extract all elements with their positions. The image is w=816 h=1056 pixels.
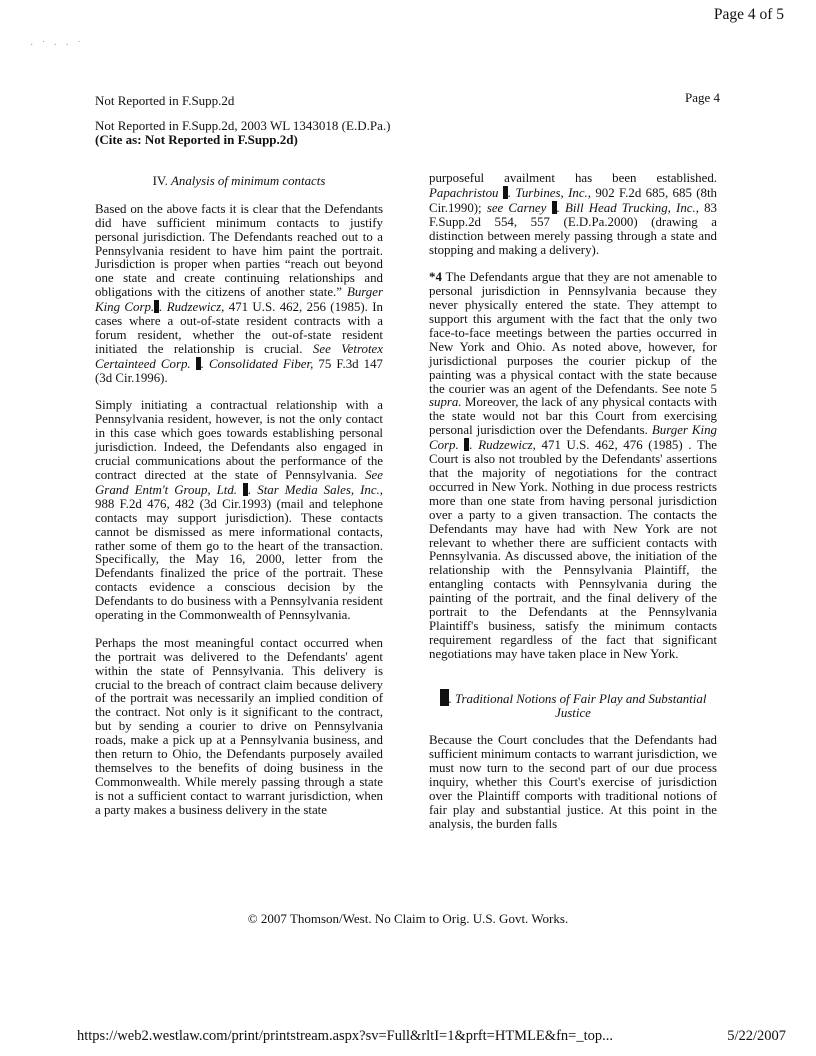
left-column (95, 175, 383, 832)
case-link[interactable]: . Consolidated Fiber, (200, 356, 314, 371)
paragraph: Based on the above facts it is clear that the Defendants did have sufficient minimum contacts to justify personal jurisdiction. The Defendants reached out to a Pennsylvania resident to have him paint the portrait. Jurisdiction is proper when parties “reach out beyond one state and create continuing relationships and obligations with the citizens of another state.” Burger King Corp. . Rudzewicz, 471 U.S. 462, 256 (1985). In cases where a out-of-state resident contracts with a forum resident, whether the out-of-state resident initiated the relationship is crucial. See Vetrotex Certainteed Corp. . Consolidated Fiber, 75 F.3d 147 (3d Cir.1996). (95, 201, 384, 385)
page-label: Page 4 (684, 90, 720, 105)
copyright-footer: © 2007 Thomson/West. No Claim to Orig. U.S. Govt. Works. (247, 911, 569, 926)
case-link[interactable]: Papachristou (429, 185, 499, 200)
paragraph: Simply initiating a contractual relationship with a Pennsylvania resident, however, is not the only contact in this case which goes towards establishing personal jurisdiction. Indeed, the Defendants also engaged in crucial communications about the performance of the contract directed at the state of Pennsylvania. See Grand Entm't Group, Ltd. . Star Media Sales, Inc., 988 F.2d 476, 482 (3d Cir.1993) (mail and telephone contacts may support jurisdiction). These contacts cannot be dismissed as mere informational contacts, rather some of them go to the heart of the transaction. Specifically, the May 16, 2000, letter from the Defendants finalized the price of the portrait. These contacts evidence a conscious decision by the Defendants to do business with a Pennsylvania resident operating in the Commonwealth of Pennsylvania. (95, 398, 383, 623)
case-link[interactable]: See Grand Entm't Group, Ltd. (95, 468, 383, 497)
right-column (429, 172, 717, 846)
section-flag-icon[interactable] (440, 689, 449, 706)
case-link[interactable]: See Vetrotex Certainteed Corp. (95, 341, 383, 371)
print-url: https://web2.westlaw.com/print/printstream.aspx?sv=Full&rltI=1&prft=HTMLE&fn=_top... (77, 1028, 613, 1044)
cite-as-line: (Cite as: Not Reported in F.Supp.2d) (95, 132, 298, 147)
scan-specks: · ˙ · · ˙ (30, 40, 84, 51)
section-heading-iv: IV. Analysis of minimum contacts (152, 174, 326, 188)
case-link[interactable]: . Star Media Sales, Inc., (248, 482, 383, 497)
paragraph: Because the Court concludes that the Defendants had sufficient minimum contacts to warrant jurisdiction, we must now turn to the second part of our due process inquiry, whether this Court's exercise of jurisdiction over the Plaintiff comports with traditional notions of fair play and substantial justice. At this point in the analysis, the burden falls (429, 733, 717, 831)
case-link[interactable]: see Carney (486, 200, 547, 215)
case-link[interactable]: . Rudzewicz, (159, 300, 225, 315)
case-link[interactable]: . Rudzewicz, (469, 438, 536, 453)
paragraph: *4 The Defendants argue that they are not amenable to personal jurisdiction in Pennsylvania because they never physically entered the state. They attempt to support this argument with the fact that the only two face-to-face meetings between the parties occurred in New York and Ohio. As noted above, however, for jurisdictional purposes the courier pickup of the painting was a physical contact with the state because the courier was an agent of the Defendants. See note 5 supra. Moreover, the lack of any physical contacts with the state would not bar this Court from exercising personal jurisdiction over the Defendants. Burger King Corp. . Rudzewicz, 471 U.S. 462, 476 (1985) . The Court is also not troubled by the Defendants' assertions that the majority of negotiations for the contract occurred in New York. Nothing in due process restricts more than one state from having personal jurisdiction over a party to a given transaction. The contacts the Defendants may have had with New York are not relevant to whether there are sufficient contacts with Pennsylvania. As discussed above, the initiation of the relationship with the Pennsylvania Plaintiff, the entangling contacts with Pennsylvania during the painting of the portrait, and the final delivery of the portrait to the Defendants at the Pennsylvania Plaintiff's business, satisfy the minimum contacts requirement regardless of the fact that significant negotiations may have taken place in New York. (429, 270, 718, 661)
paragraph: Perhaps the most meaningful contact occurred when the portrait was delivered to the Defendants' agent within the state of Pennsylvania. This delivery is crucial to the breach of contract claim because delivery of the portrait was necessarily an implied condition of the contract. Not only is it significant to the contract, but by sending a courier to drive on Pennsylvania roads, make a pick up at a Pennsylvania business, and then return to Ohio, the Defendants purposely availed themselves to the benefits of doing business in the Commonwealth. While merely passing through a state is not a sufficient contact to warrant jurisdiction, when a party makes a business delivery in the state (95, 635, 383, 817)
page-indicator: Page 4 of 5 (713, 6, 784, 23)
case-link[interactable]: Burger King Corp. (429, 423, 718, 453)
reporter-header: Not Reported in F.Supp.2d (95, 93, 235, 108)
case-link[interactable]: . Bill Head Trucking, Inc., (556, 200, 699, 215)
case-link[interactable]: Burger King Corp. (95, 285, 383, 315)
section-heading-fair-play: . Traditional Notions of Fair Play and Substantial Justice (429, 689, 717, 721)
paragraph: purposeful availment has been established. Papachristou . Turbines, Inc., 902 F.2d 685, 685 (8th Cir.1990); see Carney . Bill Head Trucking, Inc., 83 F.Supp.2d 554, 557 (E.D.Pa.2000) (drawing a distinction between merely passing through a state and stopping and making a delivery). (429, 171, 717, 257)
citation-line: Not Reported in F.Supp.2d, 2003 WL 1343018 (E.D.Pa.) (95, 118, 391, 133)
print-date: 5/22/2007 (727, 1028, 786, 1044)
star-page-marker: *4 (429, 270, 442, 285)
case-link[interactable]: . Turbines, Inc., (507, 185, 592, 200)
